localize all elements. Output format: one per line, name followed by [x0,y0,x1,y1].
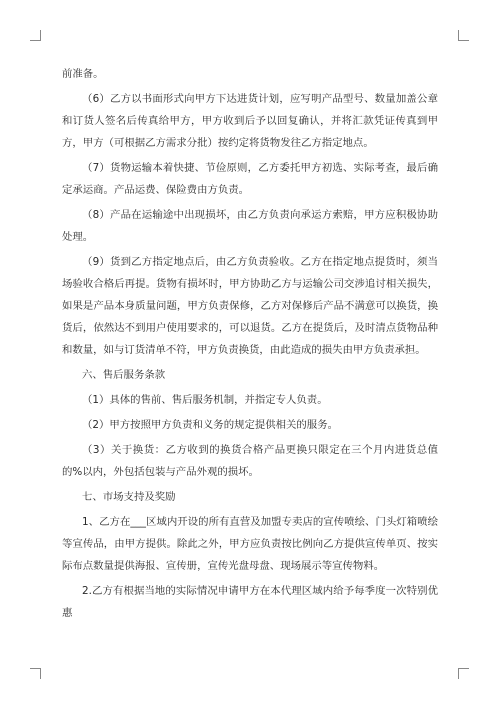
paragraph: 前准备。 [62,68,104,80]
section-heading: 六、售后服务条款 [82,369,166,381]
crop-mark-top-left [30,30,41,41]
paragraph: （2）甲方按照甲方负责和义务的规定提供相关的服务。 [82,419,338,431]
section-heading: 七、市场支持及奖励 [82,491,176,503]
crop-mark-bottom-right [458,668,469,679]
paragraph: （3）关于换货：乙方收到的换货合格产品更换只限定在三个月内进货总值的%以内，外包括包装与产品外观的损坏。 [62,444,438,478]
paragraph: （7）货物运输本着快捷、节俭原则，乙方委托甲方初选、实际考查，最后确定承运商。产品运费、保险费由方负责。 [62,162,438,196]
crop-mark-bottom-left [30,668,41,679]
paragraph: 1、乙方在___区域内开设的所有直营及加盟专卖店的宣传喷绘、门头灯箱喷绘等宣传品，由甲方提供。除此之外，甲方应负责按比例向乙方提供宣传单页、按实际布点数量提供海报、宣传册，宣传光盘母盘、现场展示等宣传物料。 [62,516,438,572]
paragraph: （9）货到乙方指定地点后，由乙方负责验收。乙方在指定地点提货时，须当场验收合格后再提。货物有损坏时，甲方协助乙方与运输公司交涉追讨相关损失，如果是产品本身质量问题，甲方负责保修，乙方对保修后产品不满意可以换货，换货后，依然达不到用户使用要求的，可以退货。乙方在提货后，及时清点货物品种和数量，如与订货清单不符，甲方负责换货，由此造成的损失由甲方负责承担。 [62,256,438,356]
paragraph: （8）产品在运输途中出现损坏，由乙方负责向承运方索赔，甲方应积极协助处理。 [62,209,438,243]
paragraph: 2.乙方有根据当地的实际情况申请甲方在本代理区域内给予每季度一次特别优惠 [62,585,438,619]
paragraph: （6）乙方以书面形式向甲方下达进货计划，应写明产品型号、数量加盖公章和订货人签名后传真给甲方，甲方收到后予以回复确认，并将汇款凭证传真到甲方，甲方（可根据乙方需求分批）按约定将货物发往乙方指定地点。 [62,93,438,149]
paragraph: （1）具体的售前、售后服务机制，并指定专人负责。 [82,394,328,406]
document-body [62,63,438,627]
crop-mark-top-right [458,30,469,41]
